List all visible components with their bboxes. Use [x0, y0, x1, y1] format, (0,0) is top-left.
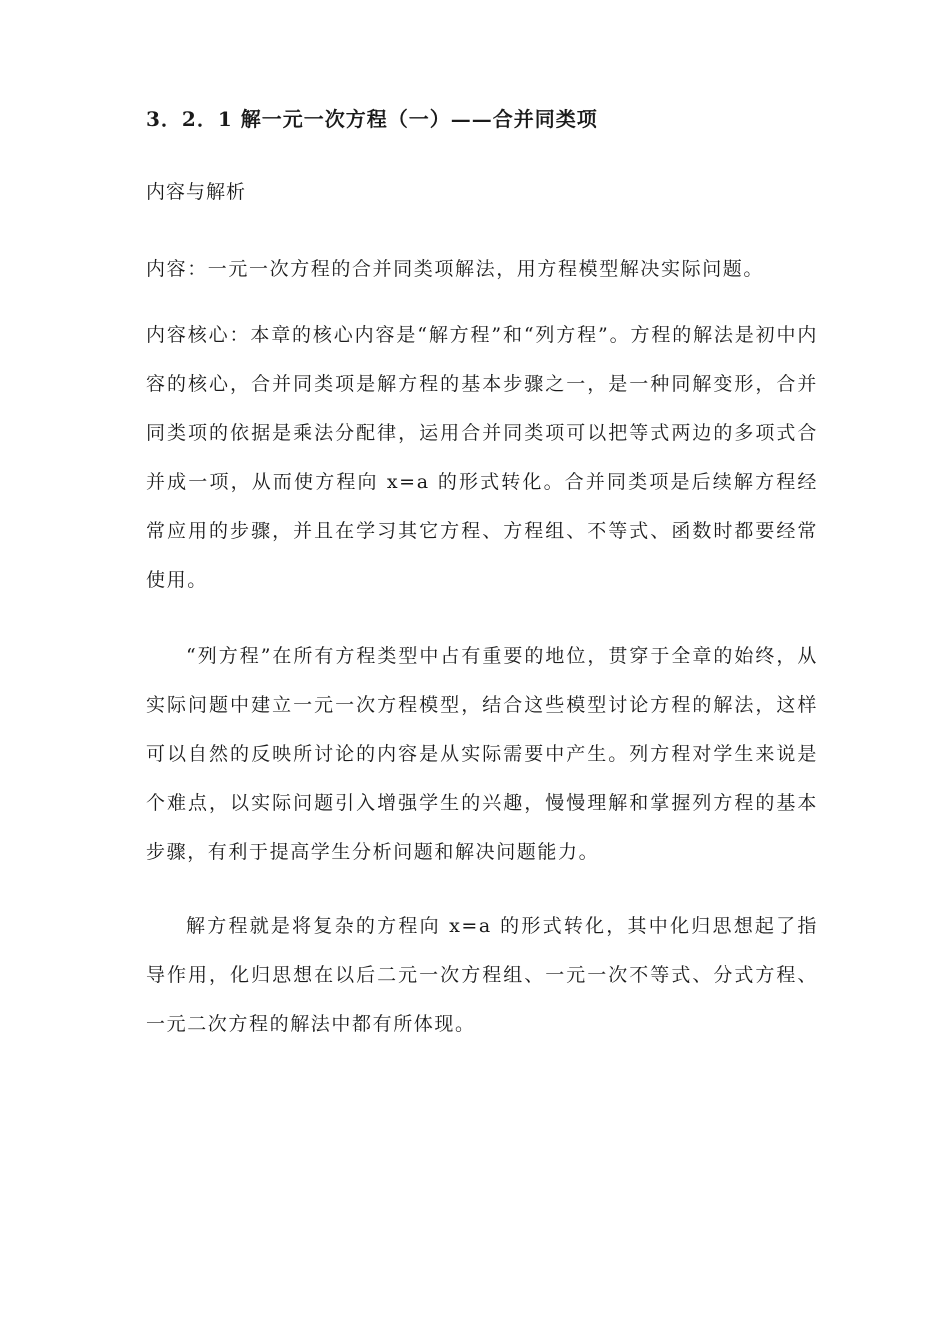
paragraph-content-core: 内容核心：本章的核心内容是“解方程”和“列方程”。方程的解法是初中内容的核心，合并同类项是解方程的基本步骤之一，是一种同解变形，合并同类项的依据是乘法分配律，运用合并同类项可以把等式两边的多项式合并成一项，从而使方程向 x=a 的形式转化。合并同类项是后续解方程经常应用的步骤，并且在学习其它方程、方程组、不等式、函数时都要经常使用。: [146, 324, 818, 591]
section-heading: 内容与解析: [146, 181, 247, 203]
paragraph-list-equation: “列方程”在所有方程类型中占有重要的地位，贯穿于全章的始终，从实际问题中建立一元一次方程模型，结合这些模型讨论方程的解法，这样可以自然的反映所讨论的内容是从实际需要中产生。列方程对学生来说是个难点，以实际问题引入增强学生的兴趣，慢慢理解和掌握列方程的基本步骤，有利于提高学生分析问题和解决问题能力。: [146, 645, 818, 863]
document-title: 3．2．1 解一元一次方程（一）——合并同类项: [146, 107, 598, 131]
paragraph-solve-equation: 解方程就是将复杂的方程向 x=a 的形式转化，其中化归思想起了指导作用，化归思想在以后二元一次方程组、一元一次不等式、分式方程、一元二次方程的解法中都有所体现。: [146, 915, 818, 1035]
paragraph-content: 内容：一元一次方程的合并同类项解法，用方程模型解决实际问题。: [146, 258, 765, 280]
